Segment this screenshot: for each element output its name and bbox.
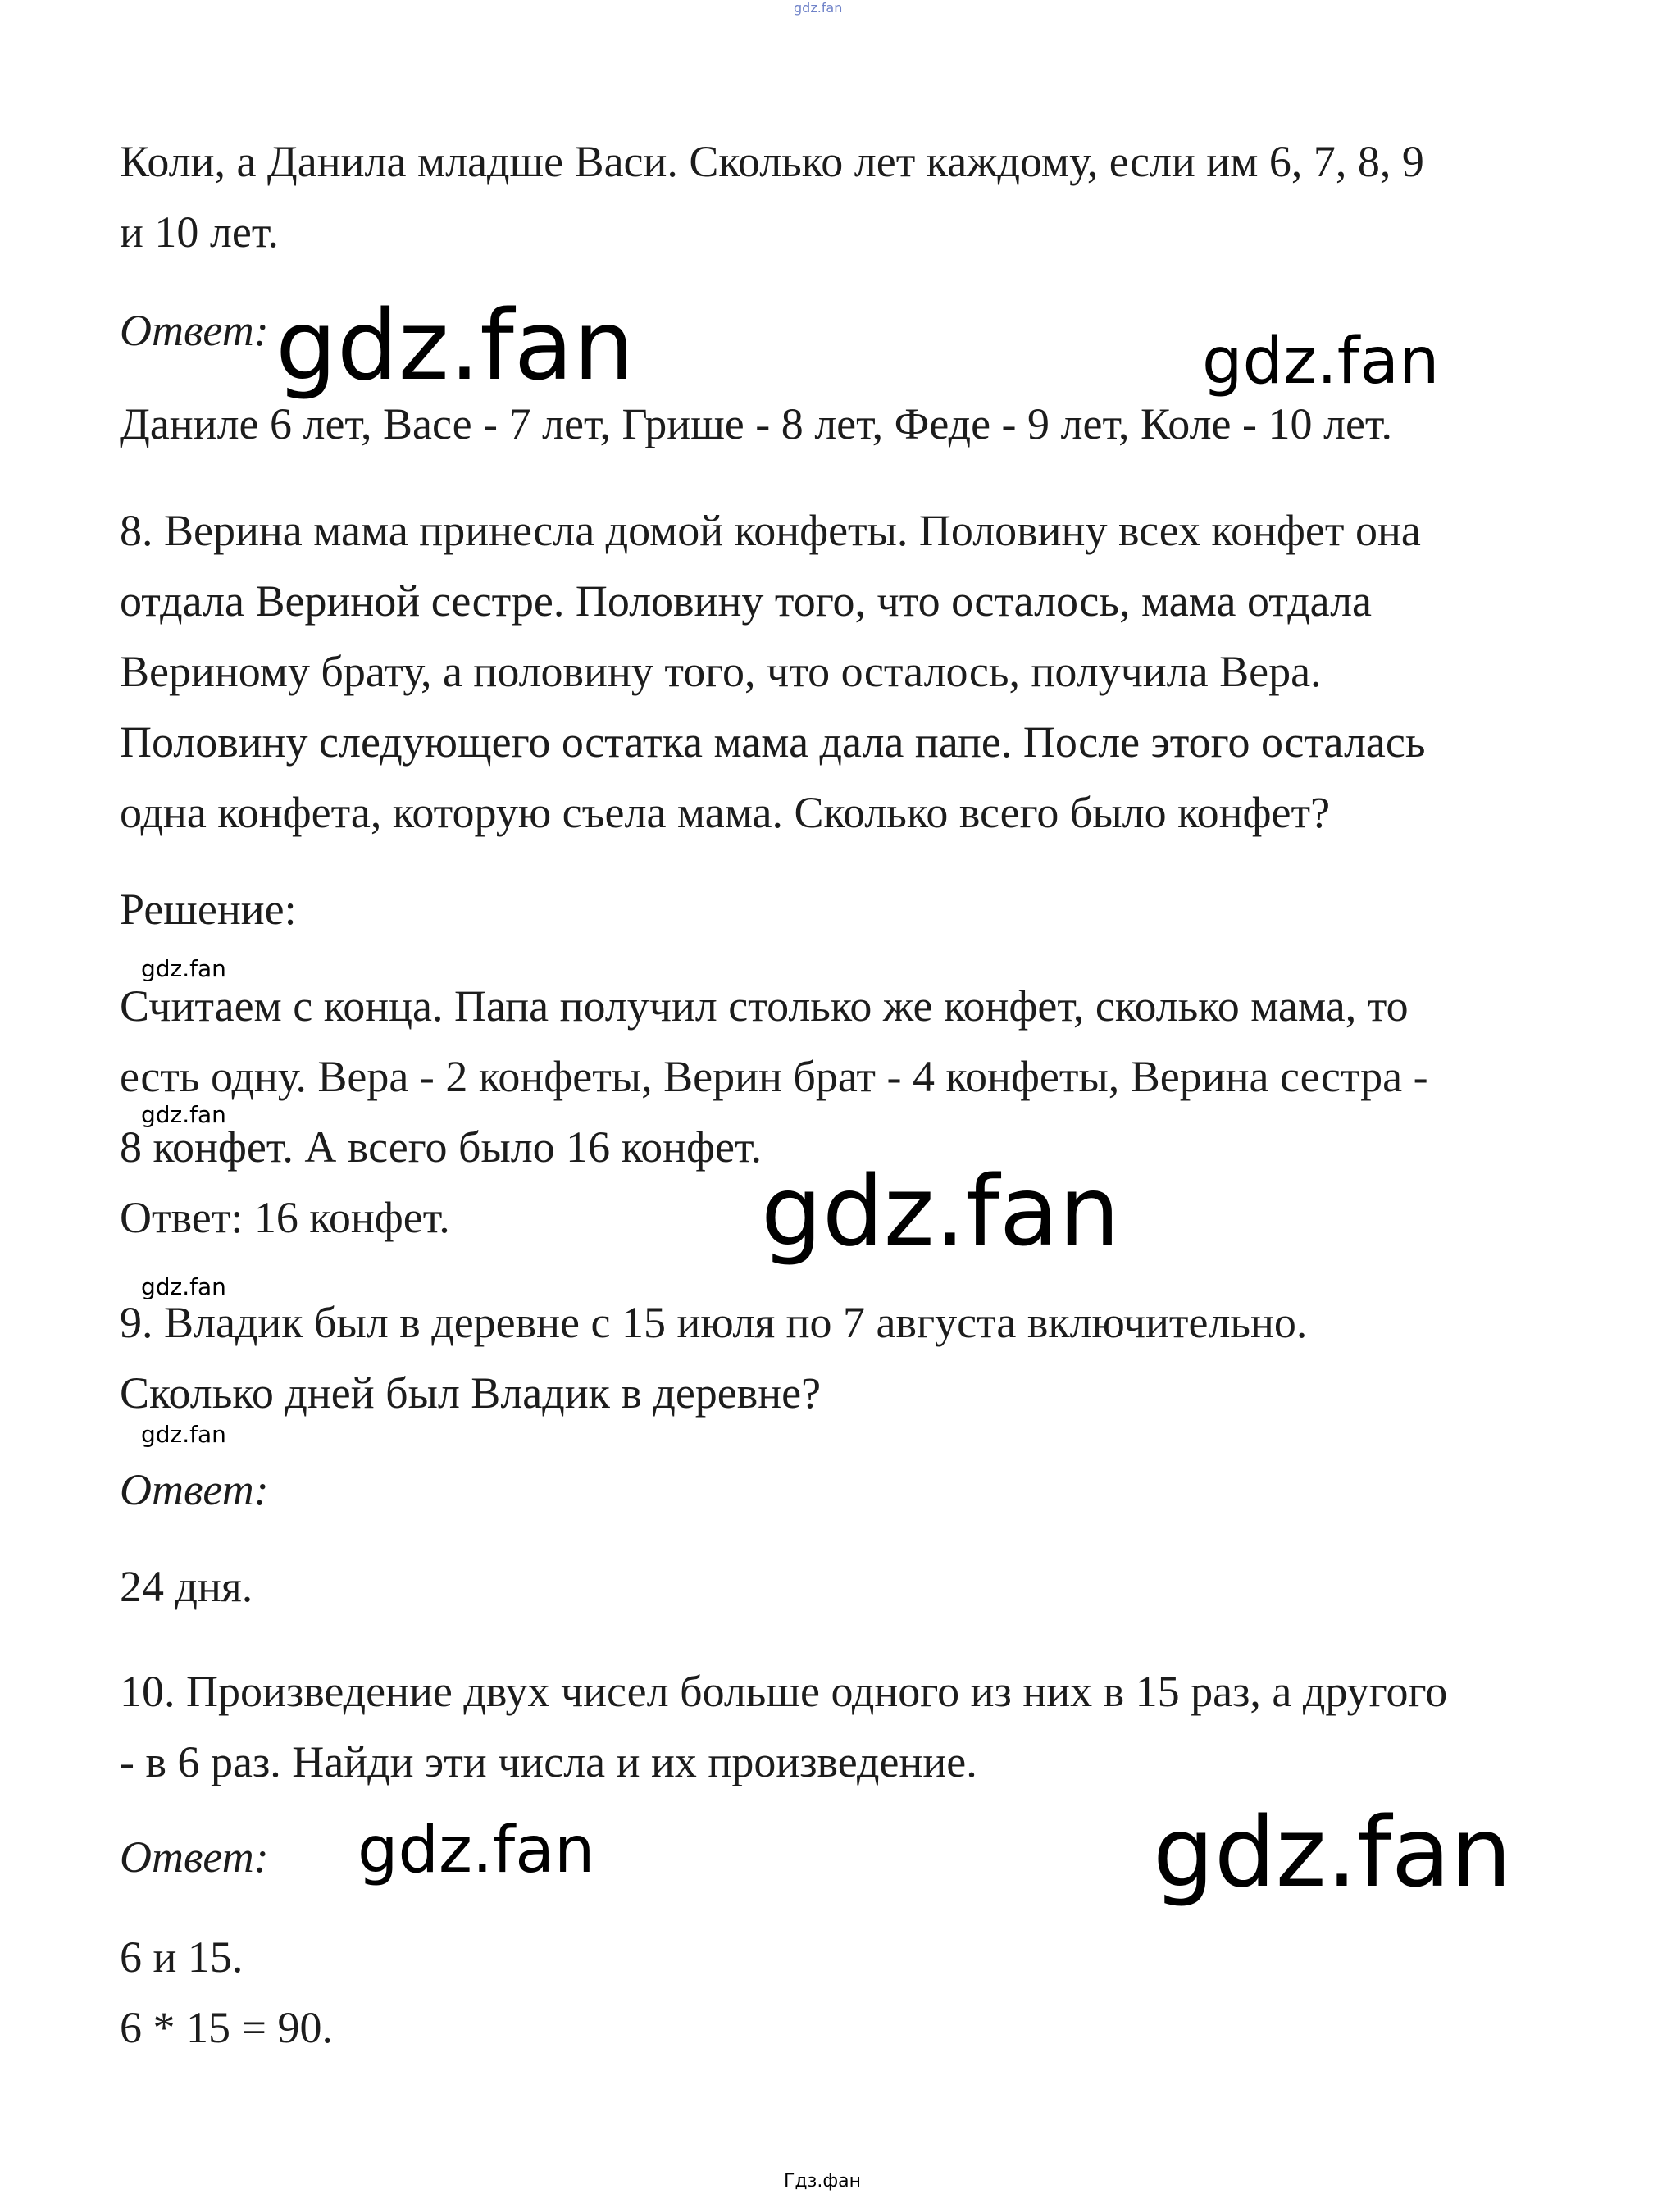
text-line: 10. Произведение двух чисел больше одного из них в 15 раз, а другого [120,1667,1448,1716]
text-line: Ответ: 16 конфет. [120,1193,450,1242]
answer-label: Ответ: [120,1832,269,1882]
watermark: gdz.fan [1202,325,1440,398]
top-watermark: gdz.fan [794,0,843,16]
text-line: 24 дня. [120,1562,253,1611]
watermark: gdz.fan [141,1421,226,1448]
watermark: gdz.fan [275,289,635,402]
text-line: Даниле 6 лет, Васе - 7 лет, Грише - 8 лет, Феде - 9 лет, Коле - 10 лет. [120,399,1392,448]
text-line: 8 конфет. А всего было 16 конфет. [120,1122,763,1172]
answer-label: Ответ: [120,306,269,355]
text-line: и 10 лет. [120,207,279,257]
text-line: отдала Вериной сестре. Половину того, что осталось, мама отдала [120,576,1373,626]
watermark: gdz.fan [141,1273,226,1300]
text-line: есть одну. Вера - 2 конфеты, Верин брат - 4 конфеты, Верина сестра - [120,1052,1428,1101]
text-line: Сколько дней был Владик в деревне? [120,1368,822,1418]
text-line: Решение: [120,885,297,934]
text-line: Коли, а Данила младше Васи. Сколько лет каждому, если им 6, 7, 8, 9 [120,137,1424,186]
text-line: Половину следующего остатка мама дала папе. После этого осталась [120,717,1426,767]
text-line: 6 * 15 = 90. [120,2003,333,2052]
text-line: 6 и 15. [120,1932,244,1982]
footer-mark: Гдз.фан [784,2171,861,2192]
text-line: 8. Верина мама принесла домой конфеты. Половину всех конфет она [120,506,1421,555]
watermark: gdz.fan [1153,1796,1512,1909]
watermark: gdz.fan [141,1101,226,1128]
text-line: - в 6 раз. Найди эти числа и их произведение. [120,1737,977,1786]
text-line: Вериному брату, а половину того, что осталось, получила Вера. [120,647,1322,696]
watermark: gdz.fan [141,955,226,982]
text-line: Считаем с конца. Папа получил столько же конфет, сколько мама, то [120,981,1409,1031]
answer-label: Ответ: [120,1465,269,1514]
text-line: 9. Владик был в деревне с 15 июля по 7 августа включительно. [120,1298,1308,1347]
watermark: gdz.fan [357,1814,595,1887]
text-line: одна конфета, которую съела мама. Сколько всего было конфет? [120,788,1331,837]
watermark: gdz.fan [761,1154,1120,1268]
